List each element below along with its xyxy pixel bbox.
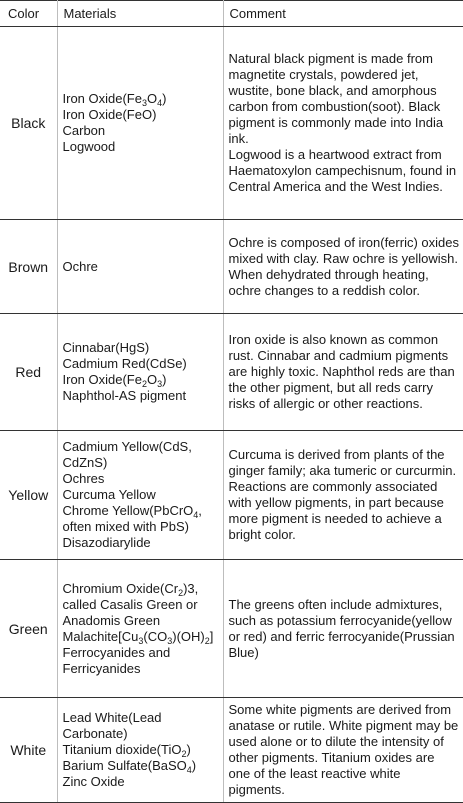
comment-text: Some white pigments are derived from anatase or rutile. White pigment may be used alone or to dilute the intensity of other pigments. Titanium oxides are one of the least reactive white pigments. [228, 702, 459, 797]
comment-cell [223, 698, 463, 803]
materials-cell [57, 220, 223, 314]
header-materials: Materials [57, 1, 223, 27]
table-row [0, 220, 463, 314]
material-item: Chromium $Oxide(Cr_2)3$, called Casalis Green or Anadomis Green [62, 580, 199, 628]
material-item: Curcuma Yellow [62, 487, 156, 502]
header-color: Color [0, 1, 57, 27]
material-item: Carbon [62, 123, 106, 138]
color-cell: White [0, 698, 57, 803]
material-item: Ferrocyanides and Ferricyanides [62, 644, 171, 676]
table-row [0, 560, 463, 698]
material-item: Cinnabar(HgS) [62, 340, 150, 355]
table-row [0, 314, 463, 431]
material-item: Iron $Oxide(Fe_3O_4)$ [62, 91, 167, 108]
table-row [0, 698, 463, 803]
materials-cell [57, 27, 223, 220]
material-item: Barium Sulfate(BaSO$_4$) [62, 758, 197, 775]
material-item: Iron Oxide(FeO) [62, 107, 157, 122]
comment-text: Iron oxide is also known as common rust. Cinnabar and cadmium pigments are highly toxic. Naphthol reds are than the other pigment, but all reds carry risks of allergic or other reactions. [228, 332, 455, 411]
comment-cell [223, 27, 463, 220]
materials-cell [57, 698, 223, 803]
color-cell: Brown [0, 220, 57, 314]
color-cell: Black [0, 27, 57, 220]
material-item: Cadmium Red(CdSe) [62, 356, 187, 371]
color-cell: Yellow [0, 431, 57, 560]
comment-cell [223, 220, 463, 314]
material-item: Ochres [62, 471, 105, 486]
table-row [0, 431, 463, 560]
comment-cell [223, 560, 463, 698]
color-cell: Red [0, 314, 57, 431]
material-item: Titanium dioxide(TiO$_2$) [62, 742, 191, 759]
material-item: Logwood [62, 139, 116, 154]
material-item: Chrome Yellow(PbCrO$_4$, often mixed with PbS) [62, 503, 202, 534]
table-row [0, 27, 463, 220]
materials-cell [57, 560, 223, 698]
materials-cell [57, 314, 223, 431]
comment-cell [223, 431, 463, 560]
comment-text: Curcuma is derived from plants of the ginger family; aka tumeric or curcurmin. Reactions are commonly associated with yellow pigments, in part because more pigment is needed to achieve a bright color. [228, 447, 457, 542]
comment-text: Logwood is a heartwood extract from Haematoxylon campechisnum, found in Central America and the West Indies. [228, 147, 457, 194]
comment-cell [223, 314, 463, 431]
material-item: Iron $Oxide(Fe_2O_3)$ [62, 372, 167, 389]
material-item: $Malachite[Cu_3(CO_3)(OH)_2]$ [62, 628, 214, 646]
material-item: Naphthol-AS pigment [62, 388, 187, 403]
material-item: Zinc Oxide [62, 774, 125, 789]
comment-text: The greens often include admixtures, such as potassium ferrocyanide(yellow or red) and ferric ferrocyanide(Prussian Blue) [228, 596, 455, 660]
material-item: Lead White(Lead Carbonate) [62, 710, 162, 741]
material-item: Disazodiarylide [62, 535, 151, 550]
color-cell: Green [0, 560, 57, 698]
header-row [0, 1, 463, 27]
material-item: Ochre [62, 258, 98, 274]
comment-text: Natural black pigment is made from magnetite crystals, powdered jet, wustite, bone black, and amorphous carbon from combustion(soot). Black pigment is commonly made into India ink. [228, 51, 444, 146]
comment-text: Ochre is composed of iron(ferric) oxides mixed with clay. Raw ochre is yellowish. When dehydrated through heating, ochre changes to a reddish color. [228, 234, 459, 298]
material-item: Cadmium Yellow(CdS, CdZnS) [62, 439, 192, 470]
materials-cell [57, 431, 223, 560]
header-comment: Comment [223, 1, 463, 27]
